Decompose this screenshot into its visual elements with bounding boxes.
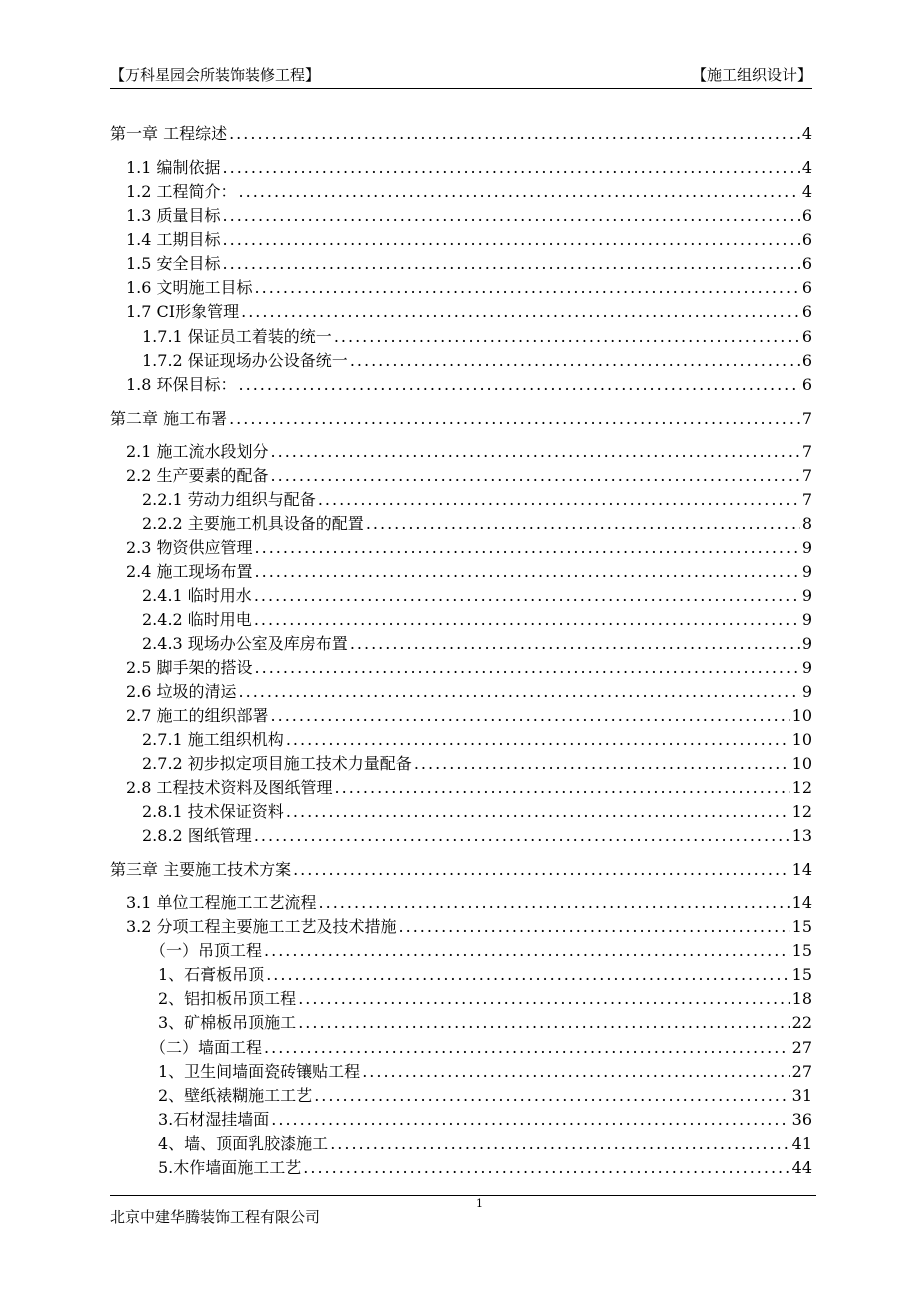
toc-entry-title: 3.2 分项工程主要施工工艺及技术措施 [126, 917, 397, 936]
toc-leader-dots [350, 351, 800, 371]
toc-entry-page: 9 [801, 538, 812, 557]
toc-entry-chapter[interactable] [110, 409, 812, 429]
toc-entry-page: 6 [801, 278, 812, 297]
header-document-type: 【施工组织设计】 [691, 66, 812, 84]
toc-entry-page: 7 [801, 466, 812, 485]
toc-entry-title: 2.1 施工流水段划分 [126, 442, 269, 461]
toc-entry-page: 7 [801, 442, 812, 461]
toc-entry-title: 1、卫生间墙面瓷砖镶贴工程 [158, 1062, 361, 1081]
toc-entry-page: 27 [791, 1062, 812, 1081]
toc-entry[interactable] [142, 634, 812, 654]
toc-entry-title: 第三章 主要施工技术方案 [110, 860, 292, 879]
toc-entry[interactable] [142, 586, 812, 606]
toc-entry-title: 2.6 垃圾的清运 [126, 682, 237, 701]
toc-entry-page: 27 [791, 1038, 812, 1057]
toc-entry-title: 1.2 工程简介： [126, 182, 237, 201]
toc-entry-chapter[interactable] [110, 860, 812, 880]
toc-entry-title: 1.7.2 保证现场办公设备统一 [142, 351, 348, 370]
footer-page-number: 1 [476, 1197, 483, 1210]
toc-leader-dots [264, 941, 790, 961]
toc-entry-title: 2.2.2 主要施工机具设备的配置 [142, 514, 364, 533]
toc-entry-title: 第二章 施工布署 [110, 409, 228, 428]
toc-entry-page: 6 [801, 254, 812, 273]
toc-leader-dots [229, 409, 800, 429]
toc-entry-page: 7 [801, 490, 812, 509]
toc-entry-title: 1.6 文明施工目标 [126, 278, 253, 297]
toc-entry-page: 9 [801, 562, 812, 581]
toc-entry-page: 6 [801, 230, 812, 249]
toc-entry-page: 6 [801, 351, 812, 370]
toc-entry-title: 第一章 工程综述 [110, 124, 228, 143]
toc-entry[interactable] [126, 706, 812, 726]
toc-leader-dots [254, 586, 800, 606]
toc-entry-page: 10 [791, 730, 812, 749]
toc-leader-dots [330, 1134, 789, 1154]
toc-entry-page: 9 [801, 682, 812, 701]
toc-leader-dots [255, 278, 800, 298]
header-project-title: 【万科星园会所装饰装修工程】 [110, 66, 321, 84]
toc-entry[interactable] [126, 466, 812, 486]
toc-entry-title: 4、墙、顶面乳胶漆施工 [158, 1134, 329, 1153]
toc-entry[interactable] [126, 230, 812, 250]
toc-leader-dots [241, 302, 800, 322]
toc-leader-dots [255, 538, 800, 558]
toc-entry-page: 4 [801, 182, 812, 201]
toc-entry-title: 2.5 脚手架的搭设 [126, 658, 253, 677]
toc-entry-title: 5.木作墙面施工工艺 [158, 1158, 302, 1177]
toc-entry-page: 10 [791, 754, 812, 773]
toc-entry-page: 6 [801, 302, 812, 321]
toc-leader-dots [239, 375, 800, 395]
toc-entry-title: 3、矿棉板吊顶施工 [158, 1013, 297, 1032]
toc-entry-title: 2.4.2 临时用电 [142, 610, 252, 629]
toc-leader-dots [298, 1013, 789, 1033]
toc-entry[interactable] [126, 562, 812, 582]
toc-entry-page: 12 [791, 802, 812, 821]
toc-entry[interactable] [158, 1158, 812, 1178]
toc-entry[interactable] [126, 278, 812, 298]
toc-entry[interactable] [126, 254, 812, 274]
toc-entry[interactable] [158, 1062, 812, 1082]
toc-entry-title: 2.7.1 施工组织机构 [142, 730, 284, 749]
toc-leader-dots [229, 124, 800, 144]
toc-leader-dots [286, 730, 790, 750]
toc-entry-page: 9 [801, 610, 812, 629]
toc-leader-dots [350, 634, 800, 654]
toc-leader-dots [298, 989, 789, 1009]
toc-entry-page: 15 [791, 941, 812, 960]
toc-entry-title: 2.8 工程技术资料及图纸管理 [126, 778, 333, 797]
toc-entry[interactable] [126, 538, 812, 558]
toc-entry[interactable] [158, 965, 812, 985]
toc-leader-dots [255, 658, 800, 678]
toc-leader-dots [271, 706, 790, 726]
toc-leader-dots [264, 1038, 790, 1058]
toc-leader-dots [223, 230, 800, 250]
toc-entry-page: 18 [791, 989, 812, 1008]
toc-entry-page: 9 [801, 586, 812, 605]
toc-entry[interactable] [126, 682, 812, 702]
toc-entry-page: 7 [801, 409, 812, 428]
toc-entry[interactable] [126, 917, 812, 937]
page-header [110, 64, 812, 89]
toc-leader-dots [319, 893, 790, 913]
toc-entry-title: 1.7.1 保证员工着装的统一 [142, 327, 332, 346]
toc-entry-page: 15 [791, 965, 812, 984]
toc-entry[interactable] [150, 941, 812, 961]
toc-entry-title: 1.5 安全目标 [126, 254, 221, 273]
toc-entry-page: 15 [791, 917, 812, 936]
toc-leader-dots [223, 206, 800, 226]
toc-entry-title: 3.1 单位工程施工工艺流程 [126, 893, 317, 912]
toc-entry[interactable] [126, 658, 812, 678]
toc-entry[interactable] [158, 989, 812, 1009]
toc-leader-dots [414, 754, 790, 774]
toc-entry-title: 1.3 质量目标 [126, 206, 221, 225]
toc-leader-dots [286, 802, 790, 822]
toc-entry-page: 4 [801, 158, 812, 177]
toc-entry-title: 2.3 物资供应管理 [126, 538, 253, 557]
toc-entry[interactable] [142, 730, 812, 750]
footer-company-name: 北京中建华腾装饰工程有限公司 [110, 1208, 321, 1226]
toc-leader-dots [271, 1110, 789, 1130]
toc-entry[interactable] [126, 206, 812, 226]
toc-entry-title: 2、壁纸裱糊施工工艺 [158, 1086, 313, 1105]
toc-entry-page: 13 [791, 826, 812, 845]
toc-entry-page: 22 [791, 1013, 812, 1032]
toc-entry-title: 1.7 CI形象管理 [126, 302, 240, 321]
toc-leader-dots [223, 254, 800, 274]
toc-leader-dots [314, 1086, 789, 1106]
toc-entry-title: 2.2.1 劳动力组织与配备 [142, 490, 316, 509]
toc-entry[interactable] [142, 351, 812, 371]
toc-entry[interactable] [142, 327, 812, 347]
toc-entry[interactable] [158, 1110, 812, 1130]
toc-leader-dots [254, 826, 790, 846]
toc-entry-chapter[interactable] [110, 124, 812, 144]
toc-entry-title: （二）墙面工程 [150, 1038, 263, 1057]
toc-entry-title: 1、石膏板吊顶 [158, 965, 265, 984]
toc-entry[interactable] [126, 442, 812, 462]
toc-entry-page: 8 [801, 514, 812, 533]
toc-entry[interactable] [142, 802, 812, 822]
toc-entry-title: 2.8.1 技术保证资料 [142, 802, 284, 821]
toc-leader-dots [223, 158, 800, 178]
toc-entry[interactable] [150, 1038, 812, 1058]
toc-leader-dots [239, 682, 800, 702]
toc-leader-dots [362, 1062, 789, 1082]
toc-entry-page: 6 [801, 375, 812, 394]
toc-leader-dots [271, 466, 800, 486]
toc-leader-dots [303, 1158, 789, 1178]
toc-leader-dots [255, 562, 800, 582]
toc-entry-page: 12 [791, 778, 812, 797]
toc-entry[interactable] [142, 514, 812, 534]
toc-leader-dots [334, 327, 800, 347]
toc-entry-title: 2.7 施工的组织部署 [126, 706, 269, 725]
toc-entry-page: 41 [791, 1134, 812, 1153]
toc-entry-page: 6 [801, 327, 812, 346]
toc-entry[interactable] [126, 893, 812, 913]
toc-entry-page: 9 [801, 634, 812, 653]
toc-leader-dots [271, 442, 800, 462]
toc-entry-title: 2.8.2 图纸管理 [142, 826, 252, 845]
toc-entry-title: 1.4 工期目标 [126, 230, 221, 249]
toc-leader-dots [239, 182, 800, 202]
footer-divider [110, 1195, 816, 1196]
toc-entry-page: 14 [791, 893, 812, 912]
toc-entry-title: 2.2 生产要素的配备 [126, 466, 269, 485]
toc-entry-title: 1.1 编制依据 [126, 158, 221, 177]
toc-entry[interactable] [126, 778, 812, 798]
toc-entry-title: 2.7.2 初步拟定项目施工技术力量配备 [142, 754, 412, 773]
toc-entry[interactable] [126, 158, 812, 178]
toc-entry-title: 2.4.1 临时用水 [142, 586, 252, 605]
toc-entry[interactable] [158, 1086, 812, 1106]
toc-entry[interactable] [126, 375, 812, 395]
toc-entry-title: 3.石材湿挂墙面 [158, 1110, 270, 1129]
toc-entry-page: 4 [801, 124, 812, 143]
toc-entry-page: 14 [791, 860, 812, 879]
toc-entry-page: 6 [801, 206, 812, 225]
toc-entry[interactable] [142, 610, 812, 630]
toc-entry[interactable] [142, 754, 812, 774]
toc-entry-page: 9 [801, 658, 812, 677]
toc-leader-dots [266, 965, 789, 985]
toc-entry-title: 2、铝扣板吊顶工程 [158, 989, 297, 1008]
toc-entry-page: 36 [791, 1110, 812, 1129]
toc-leader-dots [366, 514, 800, 534]
toc-entry[interactable] [126, 182, 812, 202]
toc-entry-page: 44 [791, 1158, 812, 1177]
toc-entry[interactable] [126, 302, 812, 322]
toc-entry-title: 2.4.3 现场办公室及库房布置 [142, 634, 348, 653]
toc-entry-title: 1.8 环保目标： [126, 375, 237, 394]
toc-entry-title: 2.4 施工现场布置 [126, 562, 253, 581]
toc-entry-page: 10 [791, 706, 812, 725]
toc-entry-page: 31 [791, 1086, 812, 1105]
toc-entry[interactable] [158, 1013, 812, 1033]
toc-leader-dots [318, 490, 800, 510]
toc-entry[interactable] [142, 490, 812, 510]
toc-entry[interactable] [142, 826, 812, 846]
toc-leader-dots [399, 917, 790, 937]
toc-leader-dots [293, 860, 790, 880]
toc-leader-dots [254, 610, 800, 630]
toc-entry-title: （一）吊顶工程 [150, 941, 263, 960]
toc-leader-dots [335, 778, 790, 798]
toc-entry[interactable] [158, 1134, 812, 1154]
